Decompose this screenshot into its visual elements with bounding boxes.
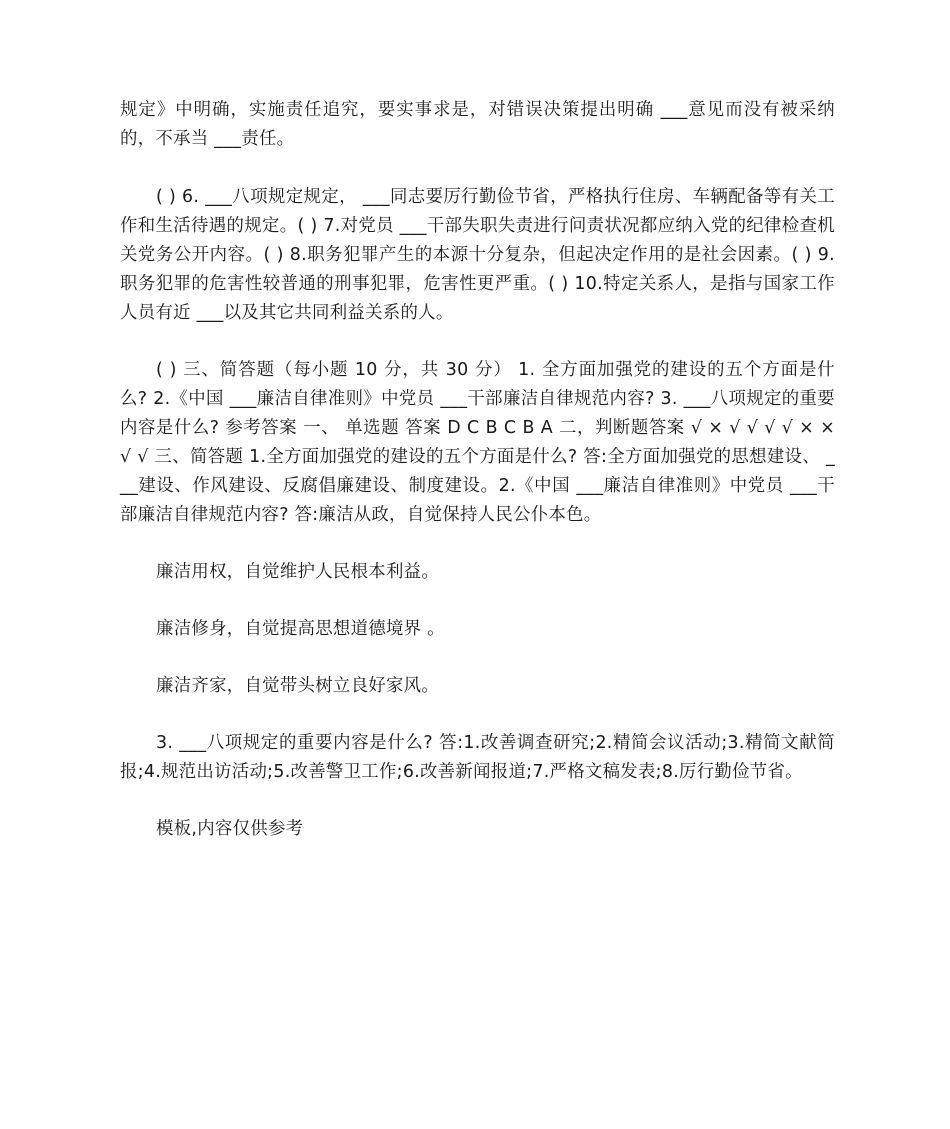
paragraph-eight-rules-content: 3. ___八项规定的重要内容是什么? 答:1.改善调查研究;2.精简会议活动;3.精简文献简报;4.规范出访活动;5.改善警卫工作;6.改善新闻报道;7.严格文稿发表;8.厉行勤俭节省。 xyxy=(120,733,835,782)
paragraph-short-answer-and-key: ( ) 三、简答题（每小题 10 分，共 30 分） 1. 全方面加强党的建设的五个方面是什么? 2.《中国 ___廉洁自律准则》中党员 ___干部廉洁自律规范内容? 3. ___八项规定的重要内容是什么? 参考答案 一、 单选题 答案 D C B C B A 二，判断题答案 √ × √ √ √ √ × × √ √ 三、简答题 1.全方面加强党的建设的五个方面是什么? 答:全方面加强党的思想建设、 ___建设、作风建设、反腐倡廉建设、制度建设。2.《中国 ___廉洁自律准则》中党员 ___干部廉洁自律规范内容? 答:廉洁从政，自觉保持人民公仆本色。 xyxy=(120,360,835,525)
paragraph-template-note: 模板,内容仅供参考 xyxy=(156,819,304,839)
paragraph-accountability: 规定》中明确，实施责任追究，要实事求是，对错误决策提出明确 ___意见而没有被采纳的，不承当 ___责任。 xyxy=(120,100,835,149)
paragraph-integrity-power: 廉洁用权，自觉维护人民根本利益。 xyxy=(156,562,440,582)
document-page xyxy=(120,96,835,844)
paragraph-integrity-family: 廉洁齐家，自觉带头树立良好家风。 xyxy=(156,676,440,696)
paragraph-true-false-questions: ( ) 6. ___八项规定规定， ___同志要厉行勤俭节省，严格执行住房、车辆配备等有关工作和生活待遇的规定。( ) 7.对党员 ___干部失职失责进行问责状况都应纳入党的纪律检查机关党务公开内容。( ) 8.职务犯罪产生的本源十分复杂，但起决定作用的是社会因素。( ) 9.职务犯罪的危害性较普通的刑事犯罪，危害性更严重。( ) 10.特定关系人，是指与国家工作人员有近 ___以及其它共同利益关系的人。 xyxy=(120,187,835,323)
paragraph-integrity-self: 廉洁修身，自觉提高思想道德境界 。 xyxy=(156,619,445,639)
